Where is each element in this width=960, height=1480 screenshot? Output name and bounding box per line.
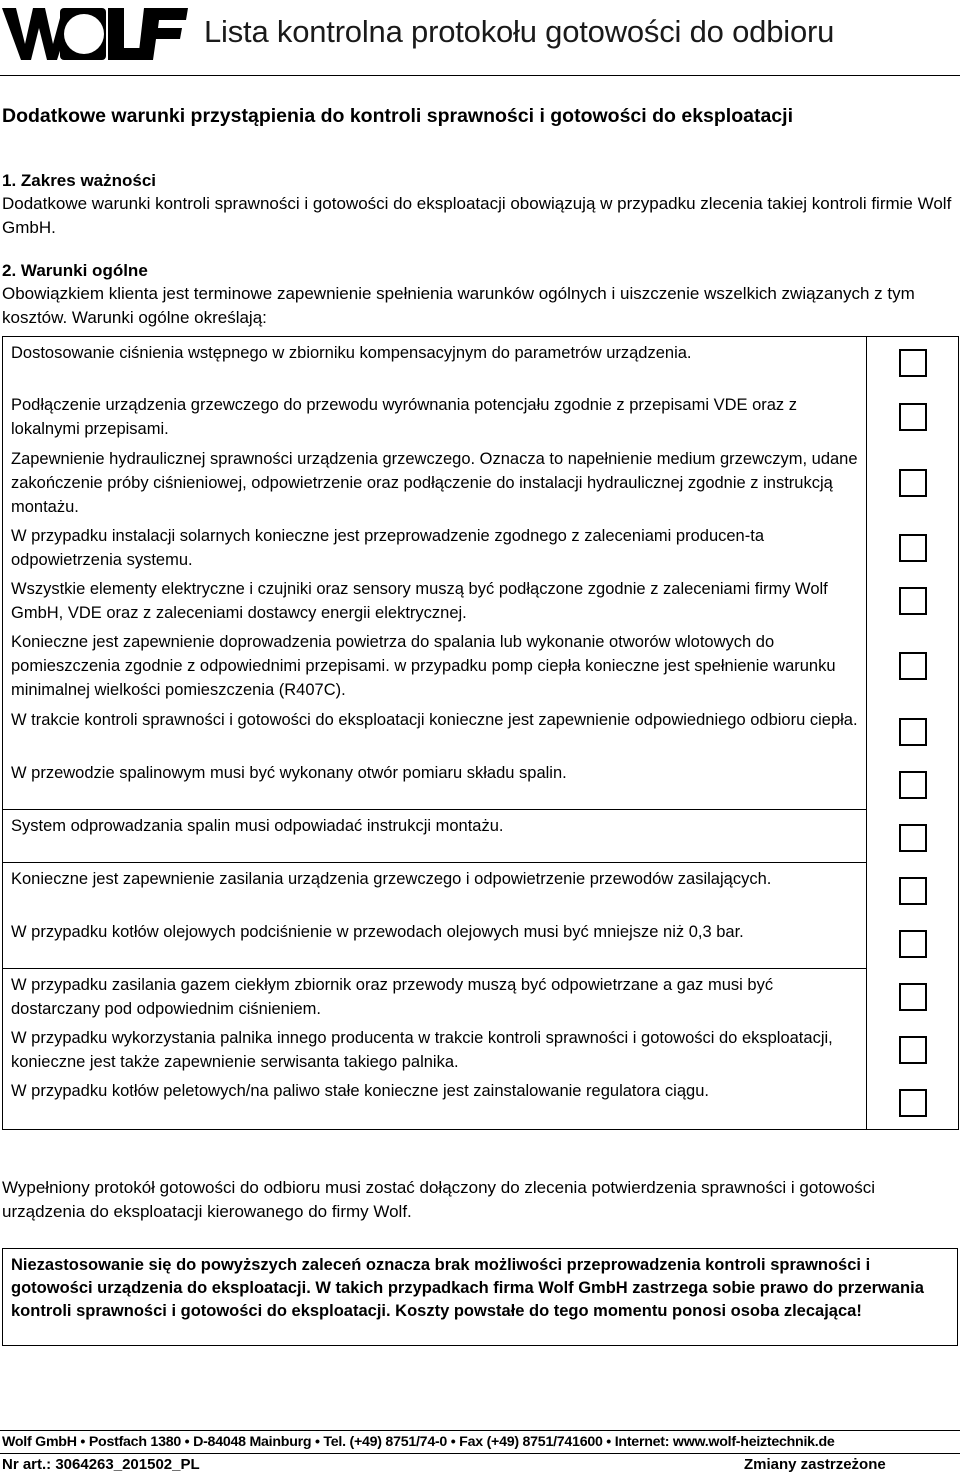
wolf-logo [2, 6, 188, 62]
checkbox[interactable] [899, 930, 927, 958]
checklist-item-text: W przypadku wykorzystania palnika innego producenta w trakcie kontroli sprawności i gotowości do eksploatacji, konieczne jest także zapewnienie serwisanta takiego palnika. [11, 1029, 833, 1071]
header-rule [0, 75, 960, 76]
checklist-table [2, 336, 959, 1130]
closing-note: Wypełniony protokół gotowości do odbioru musi zostać dołączony do zlecenia potwierdzenia sprawności i gotowości urządzenia do eksploatacji kierowanego do firmy Wolf. [2, 1178, 875, 1221]
checkbox-column-divider [866, 336, 867, 1130]
warning-box [2, 1248, 958, 1346]
checkbox[interactable] [899, 877, 927, 905]
checkbox[interactable] [899, 534, 927, 562]
section1-body: Dodatkowe warunki kontroli sprawności i gotowości do eksploatacji obowiązują w przypadku zlecenia takiej kontroli firmie Wolf GmbH. [2, 194, 952, 237]
row-divider [3, 809, 867, 810]
row-divider [3, 862, 867, 863]
checkbox[interactable] [899, 469, 927, 497]
checklist-item-text: Dostosowanie ciśnienia wstępnego w zbiorniku kompensacyjnym do parametrów urządzenia. [11, 344, 692, 362]
checklist-item-text: W trakcie kontroli sprawności i gotowości do eksploatacji konieczne jest zapewnienie odpowiedniego odbioru ciepła. [11, 711, 858, 729]
checkbox[interactable] [899, 403, 927, 431]
checklist-item-text: W przypadku kotłów peletowych/na paliwo stałe konieczne jest zainstalowanie regulatora ciągu. [11, 1082, 709, 1100]
checklist-item-text: System odprowadzania spalin musi odpowiadać instrukcji montażu. [11, 817, 504, 835]
section2-body: Obowiązkiem klienta jest terminowe zapewnienie spełnienia warunków ogólnych i uiszczenie wszelkich związanych z tym kosztów. Warunki ogólne określają: [2, 284, 915, 327]
checkbox[interactable] [899, 587, 927, 615]
checklist-item-text: W przypadku instalacji solarnych konieczne jest przeprowadzenie zgodnego z zaleceniami producen-ta odpowietrzenia systemu. [11, 527, 764, 569]
footer-article-number: Nr art.: 3064263_201502_PL [2, 1456, 200, 1473]
checklist-item-text: Zapewnienie hydraulicznej sprawności urządzenia grzewczego. Oznacza to napełnienie medium grzewczym, udane zakończenie próby ciśnieniowej, odpowietrzenie oraz podłączenie do instalacji hydraulicznej zgodnie z instrukcją montażu. [11, 450, 858, 516]
checkbox[interactable] [899, 652, 927, 680]
warning-text: Niezastosowanie się do powyższych zaleceń oznacza brak możliwości przeprowadzenia kontroli sprawności i gotowości urządzenia do eksploatacji. W takich przypadkach firma Wolf GmbH zastrzega sobie prawo do przerwania kontroli sprawności i gotowości do eksploatacji. Koszty powstałe do tego momentu ponosi osoba zlecająca! [11, 1256, 924, 1320]
page-title: Lista kontrolna protokołu gotowości do odbioru [204, 14, 835, 49]
section1-heading: 1. Zakres ważności [2, 171, 157, 190]
footer-rule [0, 1453, 960, 1454]
section-subtitle: Dodatkowe warunki przystąpienia do kontroli sprawności i gotowości do eksploatacji [2, 105, 793, 127]
checklist-item-text: W przypadku zasilania gazem ciekłym zbiornik oraz przewody muszą być odpowietrzane a gaz musi być dostarczany pod odpowiednim ciśnieniem. [11, 976, 774, 1018]
checkbox[interactable] [899, 824, 927, 852]
checkbox[interactable] [899, 349, 927, 377]
checklist-item-text: Podłączenie urządzenia grzewczego do przewodu wyrównania potencjału zgodnie z przepisami VDE oraz z lokalnymi przepisami. [11, 396, 798, 438]
footer-rule [0, 1430, 960, 1431]
section2-heading: 2. Warunki ogólne [2, 261, 148, 280]
footer-changes-note: Zmiany zastrzeżone [744, 1456, 886, 1473]
checkbox[interactable] [899, 718, 927, 746]
checklist-item-text: Konieczne jest zapewnienie zasilania urządzenia grzewczego i odpowietrzenie przewodów zasilających. [11, 870, 772, 888]
checklist-item-text: Konieczne jest zapewnienie doprowadzenia powietrza do spalania lub wykonanie otworów wlotowych do pomieszczenia zgodnie z odpowiednimi przepisami. w przypadku pomp ciepła konieczne jest spełnienie warunku minimalnej wielkości pomieszczenia (R407C). [11, 633, 836, 699]
checkbox[interactable] [899, 1089, 927, 1117]
checklist-item-text: W przewodzie spalinowym musi być wykonany otwór pomiaru składu spalin. [11, 764, 567, 782]
checklist-item-text: Wszystkie elementy elektryczne i czujniki oraz sensory muszą być podłączone zgodnie z zaleceniami firmy Wolf GmbH, VDE oraz z zaleceniami dostawcy energii elektrycznej. [11, 580, 828, 622]
checkbox[interactable] [899, 771, 927, 799]
checkbox[interactable] [899, 1036, 927, 1064]
footer-address: Wolf GmbH • Postfach 1380 • D-84048 Mainburg • Tel. (+49) 8751/74-0 • Fax (+49) 8751/741600 • Internet: www.wolf-heiztechnik.de [2, 1434, 835, 1450]
row-divider [3, 968, 867, 969]
checklist-item-text: W przypadku kotłów olejowych podciśnienie w przewodach olejowych musi być mniejsze niż 0,3 bar. [11, 923, 744, 941]
checkbox[interactable] [899, 983, 927, 1011]
